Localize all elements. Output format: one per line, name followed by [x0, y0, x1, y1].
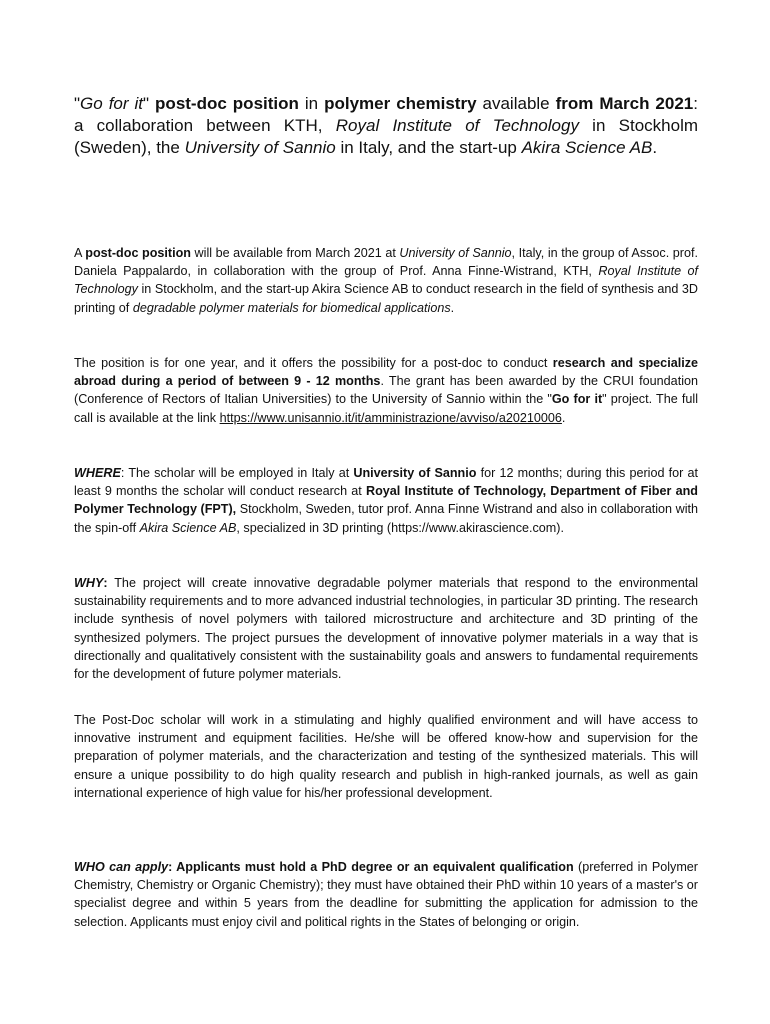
call-link[interactable]: https://www.unisannio.it/it/amministrazione/avviso/a20210006	[219, 410, 562, 425]
position-paragraph: The position is for one year, and it offers the possibility for a post-doc to conduct research and specialize abroad during a period of between 9 - 12 months. The grant has been awarded by the CRUI foundation (Conference of Rectors of Italian Universities) to the University of Sannio within the "Go for it" project. The full call is available at the link https://www.unisannio.it/it/amministrazione/avviso/a20210006.	[74, 356, 698, 425]
announcement-title: "Go for it" post-doc position in polymer chemistry available from March 2021: a collaboration between KTH, Royal Institute of Technology in Stockholm (Sweden), the University of Sannio in Italy, and the start-up Akira Science AB.	[74, 94, 699, 157]
scholar-paragraph: The Post-Doc scholar will work in a stimulating and highly qualified environment and will have access to innovative instrument and equipment facilities. He/she will be offered know-how and supervision for the preparation of polymer materials, and the characterization and testing of the synthesized materials. This will ensure a unique possibility to do high quality research and publish in high-ranked journals, as well as gain international experience of high value for his/her professional development.	[74, 713, 698, 800]
where-paragraph: WHERE: The scholar will be employed in Italy at University of Sannio for 12 months; during this period for at least 9 months the scholar will conduct research at Royal Institute of Technology, Department of Fiber and Polymer Technology (FPT), Stockholm, Sweden, tutor prof. Anna Finne Wistrand and also in collaboration with the spin-off Akira Science AB, specialized in 3D printing (https://www.akirascience.com).	[74, 466, 698, 535]
intro-paragraph: A post-doc position will be available from March 2021 at University of Sannio, Italy, in the group of Assoc. prof. Daniela Pappalardo, in collaboration with the group of Prof. Anna Finne-Wistrand, KTH, Royal Institute of Technology in Stockholm, and the start-up Akira Science AB to conduct research in the field of synthesis and 3D printing of degradable polymer materials for biomedical applications.	[74, 246, 698, 315]
who-can-apply-paragraph: WHO can apply: Applicants must hold a PhD degree or an equivalent qualification (preferred in Polymer Chemistry, Chemistry or Organic Chemistry); they must have obtained their PhD within 10 years of a master's or specialist degree and within 5 years from the deadline for submitting the application for admission to the selection. Applicants must enjoy civil and political rights in the States of belonging or origin.	[74, 860, 699, 929]
why-paragraph: WHY: The project will create innovative degradable polymer materials that respond to the environmental sustainability requirements and to more advanced industrial technologies, in particular 3D printing. The research include synthesis of novel polymers with tailored microstructure and architecture and 3D printing of the synthesized polymers. The project pursues the development of innovative polymer materials in a way that is directionally and qualitatively consistent with the sustainability goals and answers to fundamental requirements for the development of future polymer materials.	[74, 576, 698, 682]
